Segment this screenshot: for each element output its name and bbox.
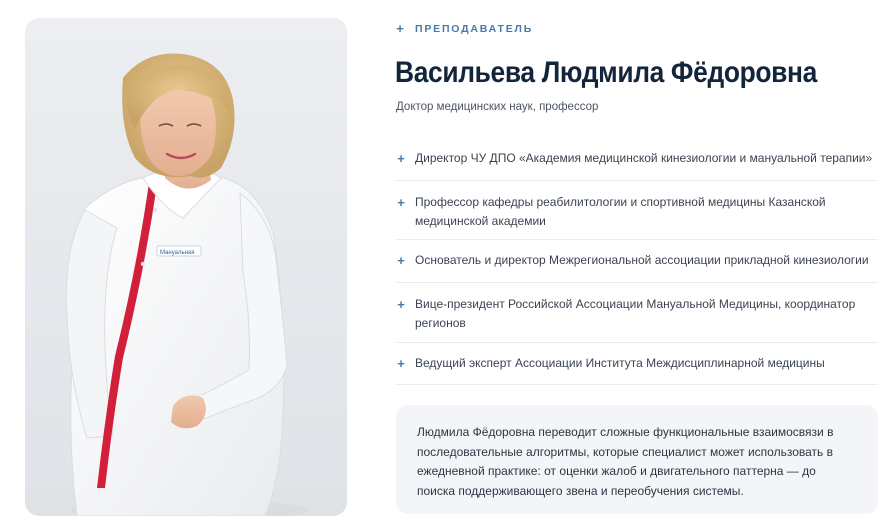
position-text: Профессор кафедры реабилитологии и спортивной медицины Казанской медицинской академии [415,195,826,228]
plus-icon: + [397,195,405,210]
list-item [396,240,878,283]
plus-icon: + [397,151,405,166]
plus-icon: + [397,253,405,268]
list-item [396,343,878,385]
instructor-name: Васильева Людмила Фёдоровна [395,56,817,89]
list-item [396,139,878,181]
role-label: ПРЕПОДАВАТЕЛЬ [415,22,534,35]
coat-badge: Мануальная [160,250,195,256]
list-item [396,283,878,343]
position-text: Основатель и директор Межрегиональной ассоциации прикладной кинезиологии [415,253,869,267]
position-text: Вице-президент Российской Ассоциации Мануальной Медицины, координатор регионов [415,297,856,330]
description-text: Людмила Фёдоровна переводит сложные функциональные взаимосвязи в последовательные алгоритмы, которые специалист может использовать в ежедневной практике: от оценки жалоб и двигательного паттерна — до поиска поддерживающего звена и переобучения системы. [417,425,834,498]
position-text: Директор ЧУ ДПО «Академия медицинской кинезиологии и мануальной терапии» [415,151,873,165]
instructor-photo [25,18,347,516]
role-eyebrow [396,22,533,35]
plus-icon: + [396,21,406,36]
academic-degree: Доктор медицинских наук, профессор [396,101,599,113]
plus-icon: + [397,297,405,312]
list-item [396,181,878,240]
position-text: Ведущий эксперт Ассоциации Института Междисциплинарной медицины [415,356,825,370]
description-card [396,405,878,514]
plus-icon: + [397,356,405,371]
positions-list [396,139,878,385]
